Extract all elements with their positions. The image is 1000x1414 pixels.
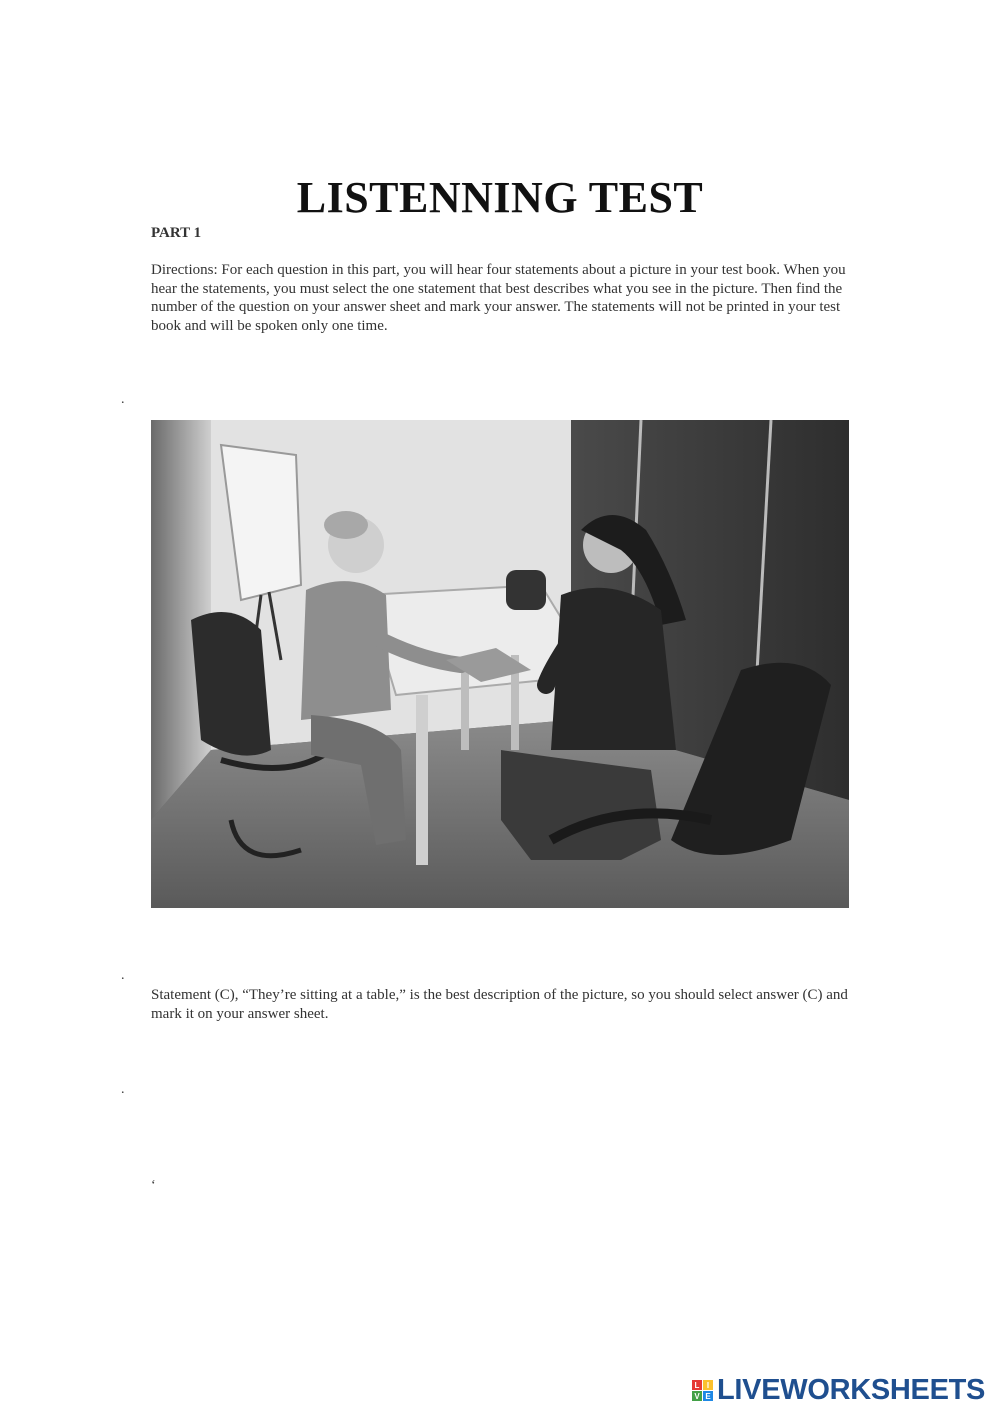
example-answer-text: Statement (C), “They’re sitting at a table,” is the best description of the picture, so you should select answer (C) and mark it on your answer sheet. bbox=[151, 987, 848, 1022]
stray-mark: ‘ bbox=[151, 1178, 156, 1193]
part-heading: PART 1 bbox=[151, 225, 202, 241]
stray-mark: . bbox=[121, 968, 125, 983]
page-title: LISTENNING TEST bbox=[296, 173, 704, 222]
example-photo bbox=[151, 420, 849, 908]
stray-mark: . bbox=[121, 392, 125, 407]
directions-text: Directions: For each question in this part, you will hear four statements about a picture in your test book. When you hear the statements, you must select the one statement that best describes what you see in the picture. Then find the number of the question on your answer sheet and mark your answer. The statements will not be printed in your test book and will be spoken only one time. bbox=[151, 262, 846, 334]
liveworksheets-logo bbox=[692, 1374, 985, 1407]
stray-mark: . bbox=[121, 1082, 125, 1097]
logo-text: LIVEWORKSHEETS bbox=[717, 1374, 986, 1406]
logo-mark-icon: L I V E bbox=[692, 1380, 713, 1401]
